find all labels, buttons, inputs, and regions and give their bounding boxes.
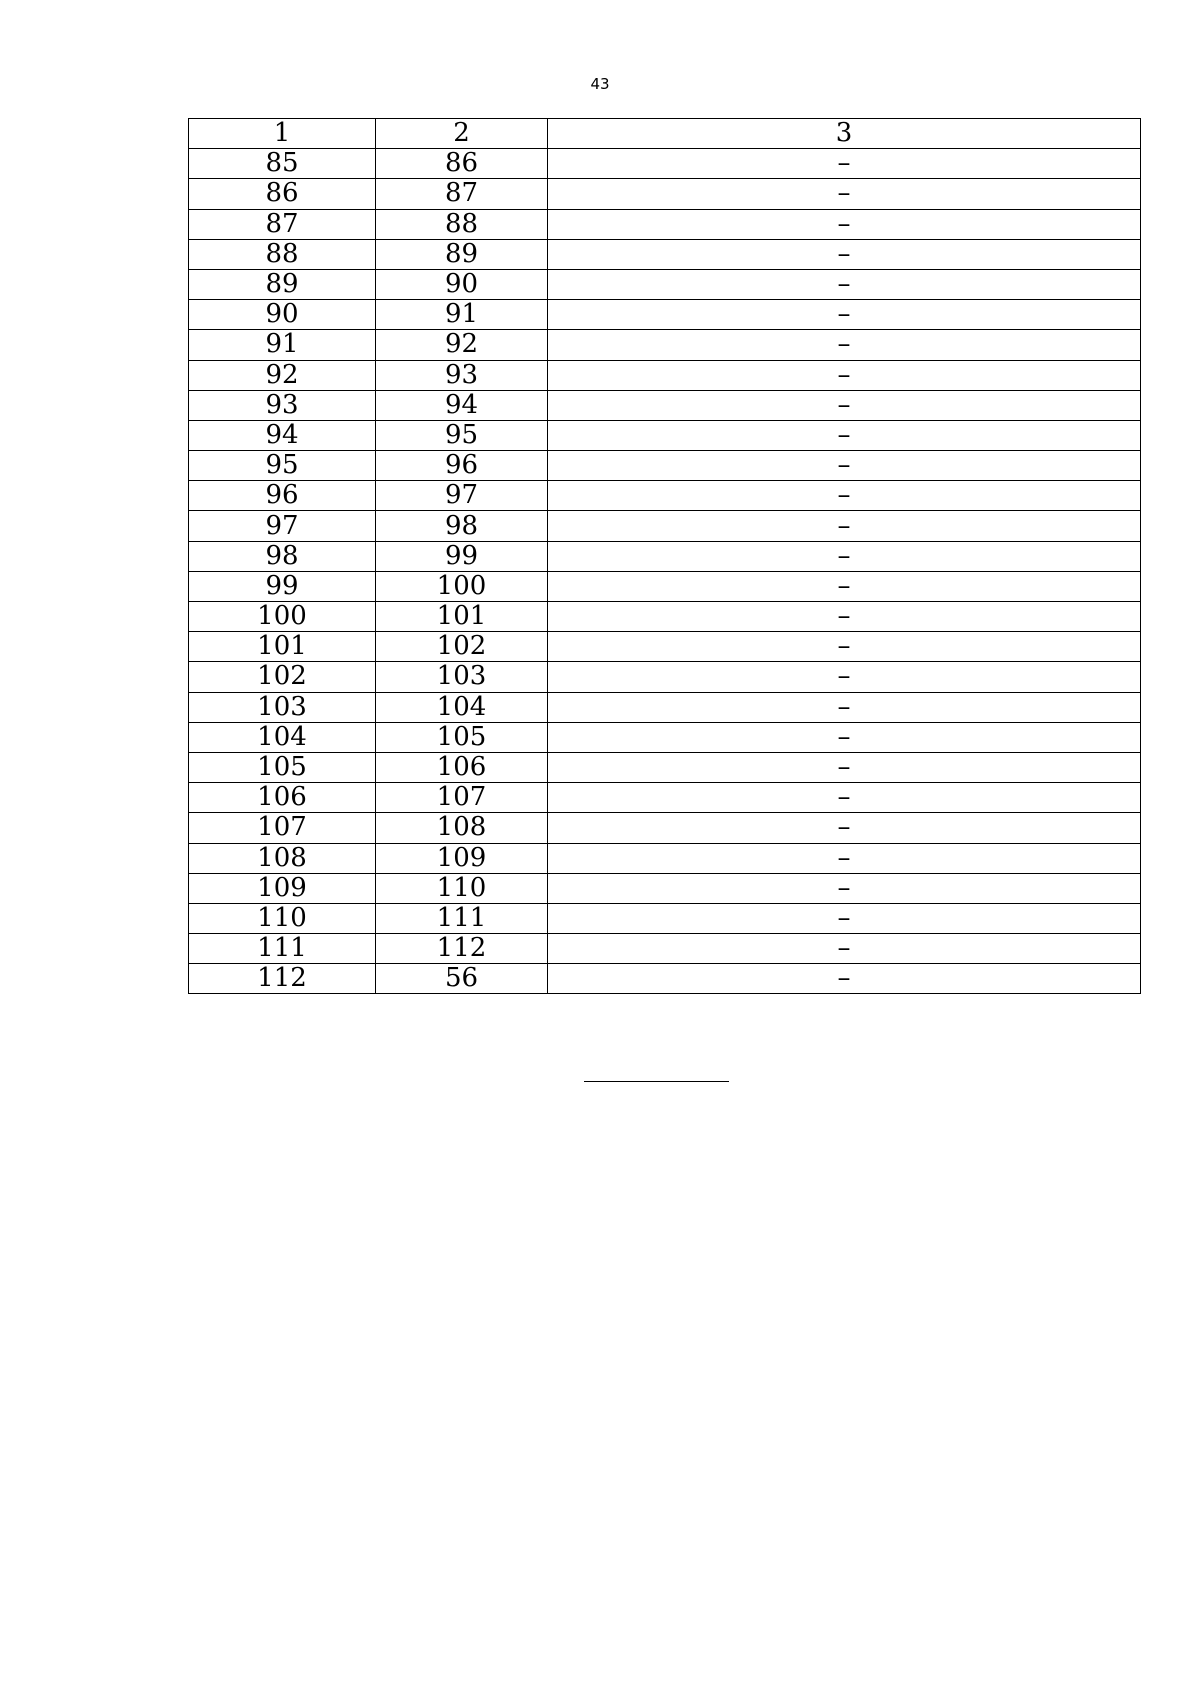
table-row bbox=[189, 632, 1141, 662]
table-cell-col-3: – bbox=[548, 511, 1141, 541]
table-row bbox=[189, 300, 1141, 330]
table-row bbox=[189, 269, 1141, 299]
table-cell-col-1: 95 bbox=[189, 451, 376, 481]
table-cell-col-2: 88 bbox=[376, 209, 548, 239]
table-row bbox=[189, 662, 1141, 692]
table-cell-col-3: – bbox=[548, 481, 1141, 511]
table-cell-col-1: 106 bbox=[189, 783, 376, 813]
table-cell-col-1: 97 bbox=[189, 511, 376, 541]
header-cell-col-3: 3 bbox=[548, 119, 1141, 149]
table-cell-col-3: – bbox=[548, 873, 1141, 903]
table-cell-col-1: 87 bbox=[189, 209, 376, 239]
table-row bbox=[189, 722, 1141, 752]
table-cell-col-2: 97 bbox=[376, 481, 548, 511]
table-cell-col-2: 104 bbox=[376, 692, 548, 722]
table-row bbox=[189, 783, 1141, 813]
table-cell-col-3: – bbox=[548, 632, 1141, 662]
table-cell-col-2: 90 bbox=[376, 269, 548, 299]
table-cell-col-3: – bbox=[548, 149, 1141, 179]
table-cell-col-1: 89 bbox=[189, 269, 376, 299]
table-row bbox=[189, 209, 1141, 239]
table-row bbox=[189, 481, 1141, 511]
table-cell-col-2: 86 bbox=[376, 149, 548, 179]
table-cell-col-1: 88 bbox=[189, 239, 376, 269]
table-cell-col-1: 107 bbox=[189, 813, 376, 843]
table-cell-col-1: 105 bbox=[189, 752, 376, 782]
table-cell-col-2: 92 bbox=[376, 330, 548, 360]
table-row bbox=[189, 541, 1141, 571]
table-cell-col-1: 102 bbox=[189, 662, 376, 692]
table-cell-col-2: 96 bbox=[376, 451, 548, 481]
table-cell-col-2: 99 bbox=[376, 541, 548, 571]
table-cell-col-3: – bbox=[548, 662, 1141, 692]
table-cell-col-3: – bbox=[548, 602, 1141, 632]
table-cell-col-3: – bbox=[548, 541, 1141, 571]
table-row bbox=[189, 330, 1141, 360]
table-cell-col-1: 98 bbox=[189, 541, 376, 571]
table-cell-col-3: – bbox=[548, 330, 1141, 360]
header-cell-col-1: 1 bbox=[189, 119, 376, 149]
table-cell-col-1: 86 bbox=[189, 179, 376, 209]
table-cell-col-1: 96 bbox=[189, 481, 376, 511]
table-row bbox=[189, 692, 1141, 722]
table-cell-col-3: – bbox=[548, 360, 1141, 390]
table-cell-col-2: 100 bbox=[376, 571, 548, 601]
table-row bbox=[189, 239, 1141, 269]
table-cell-col-1: 112 bbox=[189, 964, 376, 994]
table-cell-col-2: 56 bbox=[376, 964, 548, 994]
table-cell-col-1: 103 bbox=[189, 692, 376, 722]
table-cell-col-1: 108 bbox=[189, 843, 376, 873]
table-cell-col-3: – bbox=[548, 451, 1141, 481]
table-cell-col-2: 91 bbox=[376, 300, 548, 330]
table-cell-col-3: – bbox=[548, 752, 1141, 782]
table-cell-col-3: – bbox=[548, 692, 1141, 722]
table-row bbox=[189, 873, 1141, 903]
table-row bbox=[189, 390, 1141, 420]
table-cell-col-1: 100 bbox=[189, 602, 376, 632]
table-cell-col-3: – bbox=[548, 903, 1141, 933]
table-cell-col-1: 94 bbox=[189, 420, 376, 450]
page-number: 43 bbox=[590, 75, 610, 93]
table-cell-col-3: – bbox=[548, 964, 1141, 994]
table-cell-col-3: – bbox=[548, 934, 1141, 964]
table-row bbox=[189, 813, 1141, 843]
table-row bbox=[189, 360, 1141, 390]
table-cell-col-3: – bbox=[548, 813, 1141, 843]
table-cell-col-2: 106 bbox=[376, 752, 548, 782]
table-row bbox=[189, 571, 1141, 601]
table-cell-col-3: – bbox=[548, 179, 1141, 209]
table-cell-col-1: 110 bbox=[189, 903, 376, 933]
table-cell-col-2: 110 bbox=[376, 873, 548, 903]
table-cell-col-3: – bbox=[548, 420, 1141, 450]
table-cell-col-2: 101 bbox=[376, 602, 548, 632]
table-cell-col-1: 111 bbox=[189, 934, 376, 964]
table-row bbox=[189, 903, 1141, 933]
table-row bbox=[189, 451, 1141, 481]
table-row bbox=[189, 934, 1141, 964]
table-row bbox=[189, 149, 1141, 179]
table-cell-col-2: 87 bbox=[376, 179, 548, 209]
table-cell-col-2: 98 bbox=[376, 511, 548, 541]
table-row bbox=[189, 511, 1141, 541]
table-cell-col-1: 92 bbox=[189, 360, 376, 390]
table-cell-col-2: 107 bbox=[376, 783, 548, 813]
end-separator-line bbox=[584, 1081, 729, 1082]
table-row bbox=[189, 964, 1141, 994]
table-cell-col-3: – bbox=[548, 390, 1141, 420]
table-row bbox=[189, 843, 1141, 873]
table-cell-col-2: 102 bbox=[376, 632, 548, 662]
table-cell-col-1: 101 bbox=[189, 632, 376, 662]
data-table bbox=[188, 118, 1141, 994]
table-cell-col-3: – bbox=[548, 269, 1141, 299]
table-row bbox=[189, 602, 1141, 632]
table-cell-col-3: – bbox=[548, 783, 1141, 813]
table-cell-col-3: – bbox=[548, 571, 1141, 601]
table-cell-col-2: 89 bbox=[376, 239, 548, 269]
table-row bbox=[189, 752, 1141, 782]
table-cell-col-2: 109 bbox=[376, 843, 548, 873]
table-cell-col-2: 95 bbox=[376, 420, 548, 450]
table-cell-col-1: 109 bbox=[189, 873, 376, 903]
table-cell-col-3: – bbox=[548, 843, 1141, 873]
table-cell-col-3: – bbox=[548, 300, 1141, 330]
table-cell-col-2: 94 bbox=[376, 390, 548, 420]
table-cell-col-1: 93 bbox=[189, 390, 376, 420]
table-row bbox=[189, 179, 1141, 209]
table-cell-col-1: 99 bbox=[189, 571, 376, 601]
table-body bbox=[189, 119, 1141, 994]
table-header-row bbox=[189, 119, 1141, 149]
table-cell-col-3: – bbox=[548, 239, 1141, 269]
table-cell-col-2: 108 bbox=[376, 813, 548, 843]
table-cell-col-1: 91 bbox=[189, 330, 376, 360]
table-cell-col-2: 105 bbox=[376, 722, 548, 752]
table-cell-col-3: – bbox=[548, 722, 1141, 752]
header-cell-col-2: 2 bbox=[376, 119, 548, 149]
table-row bbox=[189, 420, 1141, 450]
table-cell-col-2: 93 bbox=[376, 360, 548, 390]
table-cell-col-2: 111 bbox=[376, 903, 548, 933]
table-cell-col-2: 103 bbox=[376, 662, 548, 692]
table-cell-col-1: 85 bbox=[189, 149, 376, 179]
table-cell-col-1: 104 bbox=[189, 722, 376, 752]
table-cell-col-1: 90 bbox=[189, 300, 376, 330]
table-cell-col-2: 112 bbox=[376, 934, 548, 964]
table-cell-col-3: – bbox=[548, 209, 1141, 239]
